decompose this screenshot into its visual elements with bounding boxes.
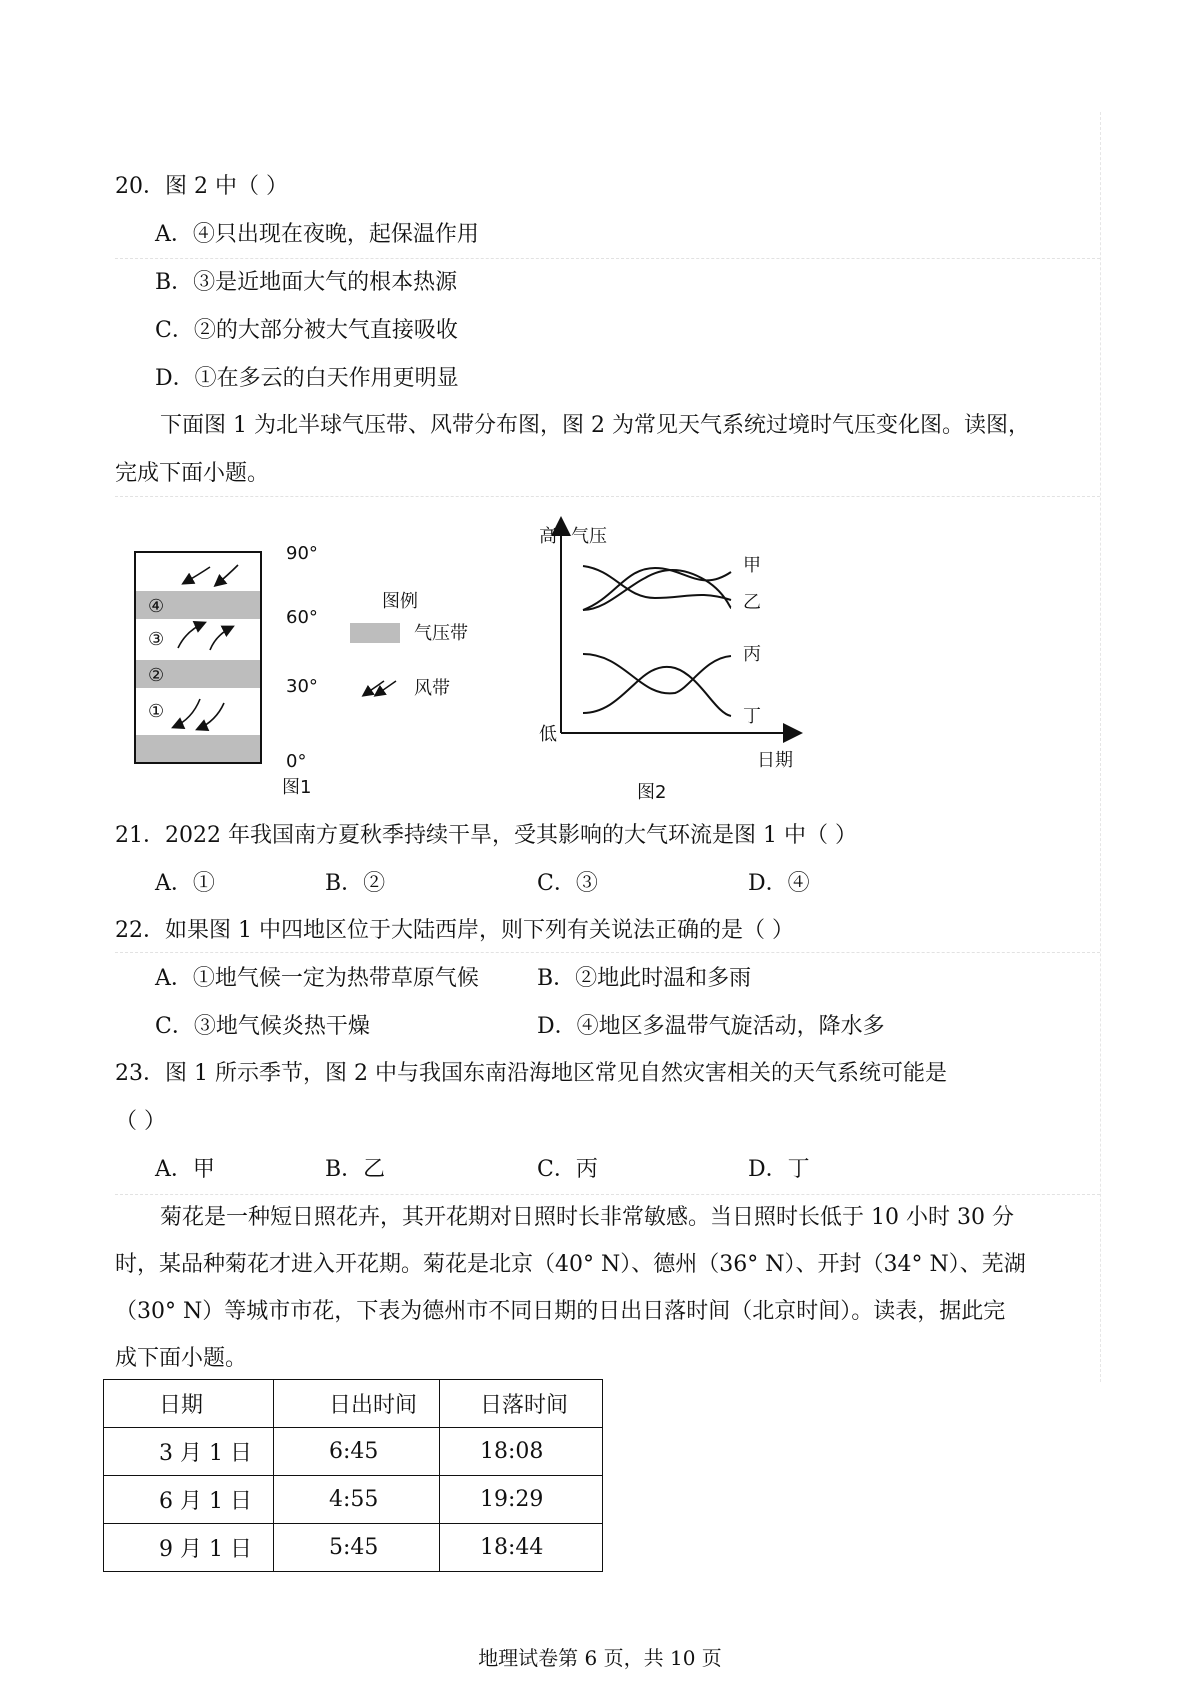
- q23-option-c: C．丙: [537, 1157, 598, 1182]
- q23-option-b: B．乙: [325, 1157, 386, 1182]
- zone-number-3: ③: [148, 629, 165, 650]
- sunrise-sunset-table: [103, 1379, 603, 1572]
- guide-line: [1100, 112, 1101, 1382]
- sunset-cell: 18:08: [480, 1439, 544, 1464]
- date-cell: 6 月 1 日: [159, 1489, 252, 1514]
- legend-pressure-label: 气压带: [414, 623, 468, 644]
- zone-number-1: ①: [148, 701, 165, 722]
- figure-2-caption: 图2: [637, 782, 667, 803]
- curve-label-jia: 甲: [743, 555, 761, 576]
- zone-number-4: ④: [148, 596, 165, 617]
- q21-option-c: C．③: [537, 871, 598, 896]
- table-row: [104, 1476, 603, 1524]
- q20-option-c: C．②的大部分被大气直接吸收: [155, 318, 458, 343]
- wind-arrow: [198, 703, 224, 729]
- sunset-cell: 18:44: [480, 1535, 544, 1560]
- wind-arrow: [210, 627, 232, 650]
- figure-1: [120, 535, 510, 805]
- lat-label-30: 30°: [286, 676, 318, 697]
- y-axis-high: 高: [539, 526, 557, 547]
- header-sunset: 日落时间: [480, 1393, 569, 1418]
- q20-option-b: B．③是近地面大气的根本热源: [155, 270, 458, 295]
- table-row: [104, 1524, 603, 1572]
- lat-label-60: 60°: [286, 607, 318, 628]
- q23-paren: （ ）: [115, 1109, 166, 1134]
- lat-label-0: 0°: [286, 751, 307, 772]
- sunrise-cell: 4:55: [329, 1487, 379, 1512]
- q22-option-c: C．③地气候炎热干燥: [155, 1014, 370, 1039]
- legend-pressure-swatch: [350, 623, 400, 643]
- q21-option-a: A．①: [155, 871, 215, 896]
- table-row: [104, 1428, 603, 1476]
- header-sunrise: 日出时间: [329, 1393, 418, 1418]
- legend-wind-label: 风带: [414, 678, 450, 699]
- wind-arrow: [216, 565, 238, 585]
- legend-title: 图例: [382, 591, 418, 612]
- q21-option-b: B．②: [325, 871, 386, 896]
- sunset-cell: 19:29: [480, 1487, 544, 1512]
- intro1-line1: 下面图 1 为北半球气压带、风带分布图，图 2 为常见天气系统过境时气压变化图。读图，: [160, 413, 1030, 438]
- y-axis-low: 低: [539, 724, 557, 745]
- q20-option-a: A．④只出现在夜晚，起保温作用: [155, 222, 479, 247]
- date-cell: 3 月 1 日: [159, 1441, 252, 1466]
- intro1-line2: 完成下面小题。: [115, 461, 270, 486]
- legend-wind-arrow: [376, 681, 396, 695]
- curve-label-ding: 丁: [743, 706, 761, 727]
- q23-option-d: D．丁: [748, 1157, 810, 1182]
- q22-option-b: B．②地此时温和多雨: [537, 966, 752, 991]
- guide-line: [115, 496, 1100, 497]
- table-header-row: [104, 1380, 603, 1428]
- wind-arrow: [174, 699, 200, 727]
- q21-stem: 21．2022 年我国南方夏秋季持续干旱，受其影响的大气环流是图 1 中（ ）: [115, 823, 857, 848]
- pressure-belt-0: [135, 735, 261, 763]
- wind-arrow: [178, 623, 204, 648]
- intro2-line2: 时，某品种菊花才进入开花期。菊花是北京（40° N）、德州（36° N）、开封（34° N）、芜湖: [115, 1252, 1026, 1277]
- guide-line: [115, 1194, 1100, 1195]
- intro2-line3: （30° N）等城市市花，下表为德州市不同日期的日出日落时间（北京时间）。读表，据此完: [115, 1299, 1006, 1324]
- lat-label-90: 90°: [286, 543, 318, 564]
- date-cell: 9 月 1 日: [159, 1537, 252, 1562]
- q20-option-d: D．①在多云的白天作用更明显: [155, 366, 459, 391]
- q22-option-a: A．①地气候一定为热带草原气候: [155, 966, 479, 991]
- figure-1-caption: 图1: [282, 777, 312, 798]
- wind-arrow: [184, 567, 210, 583]
- x-axis-title: 日期: [757, 750, 793, 771]
- header-date: 日期: [159, 1393, 204, 1418]
- guide-line: [115, 258, 1100, 259]
- curve-label-yi: 乙: [743, 592, 761, 613]
- sunrise-cell: 6:45: [329, 1439, 379, 1464]
- curve-jia: [583, 570, 731, 610]
- intro2-line1: 菊花是一种短日照花卉，其开花期对日照时长非常敏感。当日照时长低于 10 小时 30 分: [160, 1205, 1014, 1230]
- q23-stem: 23．图 1 所示季节，图 2 中与我国东南沿海地区常见自然灾害相关的天气系统可能是: [115, 1061, 947, 1086]
- q20-stem: 20．图 2 中（ ）: [115, 174, 288, 199]
- q21-option-d: D．④: [748, 871, 810, 896]
- curve-bing-main: [583, 654, 731, 693]
- intro2-line4: 成下面小题。: [115, 1346, 248, 1371]
- figure-2: [525, 508, 825, 808]
- legend-wind-arrow: [364, 681, 384, 695]
- zone-number-2: ②: [148, 665, 165, 686]
- y-axis-title: 气压: [571, 526, 607, 547]
- q22-stem: 22．如果图 1 中四地区位于大陆西岸，则下列有关说法正确的是（ ）: [115, 918, 794, 943]
- curve-label-bing: 丙: [743, 644, 761, 665]
- q22-option-d: D．④地区多温带气旋活动，降水多: [537, 1014, 885, 1039]
- guide-line: [115, 952, 1100, 953]
- page-footer: 地理试卷第 6 页，共 10 页: [478, 1646, 722, 1670]
- q23-option-a: A．甲: [155, 1157, 215, 1182]
- sunrise-cell: 5:45: [329, 1535, 379, 1560]
